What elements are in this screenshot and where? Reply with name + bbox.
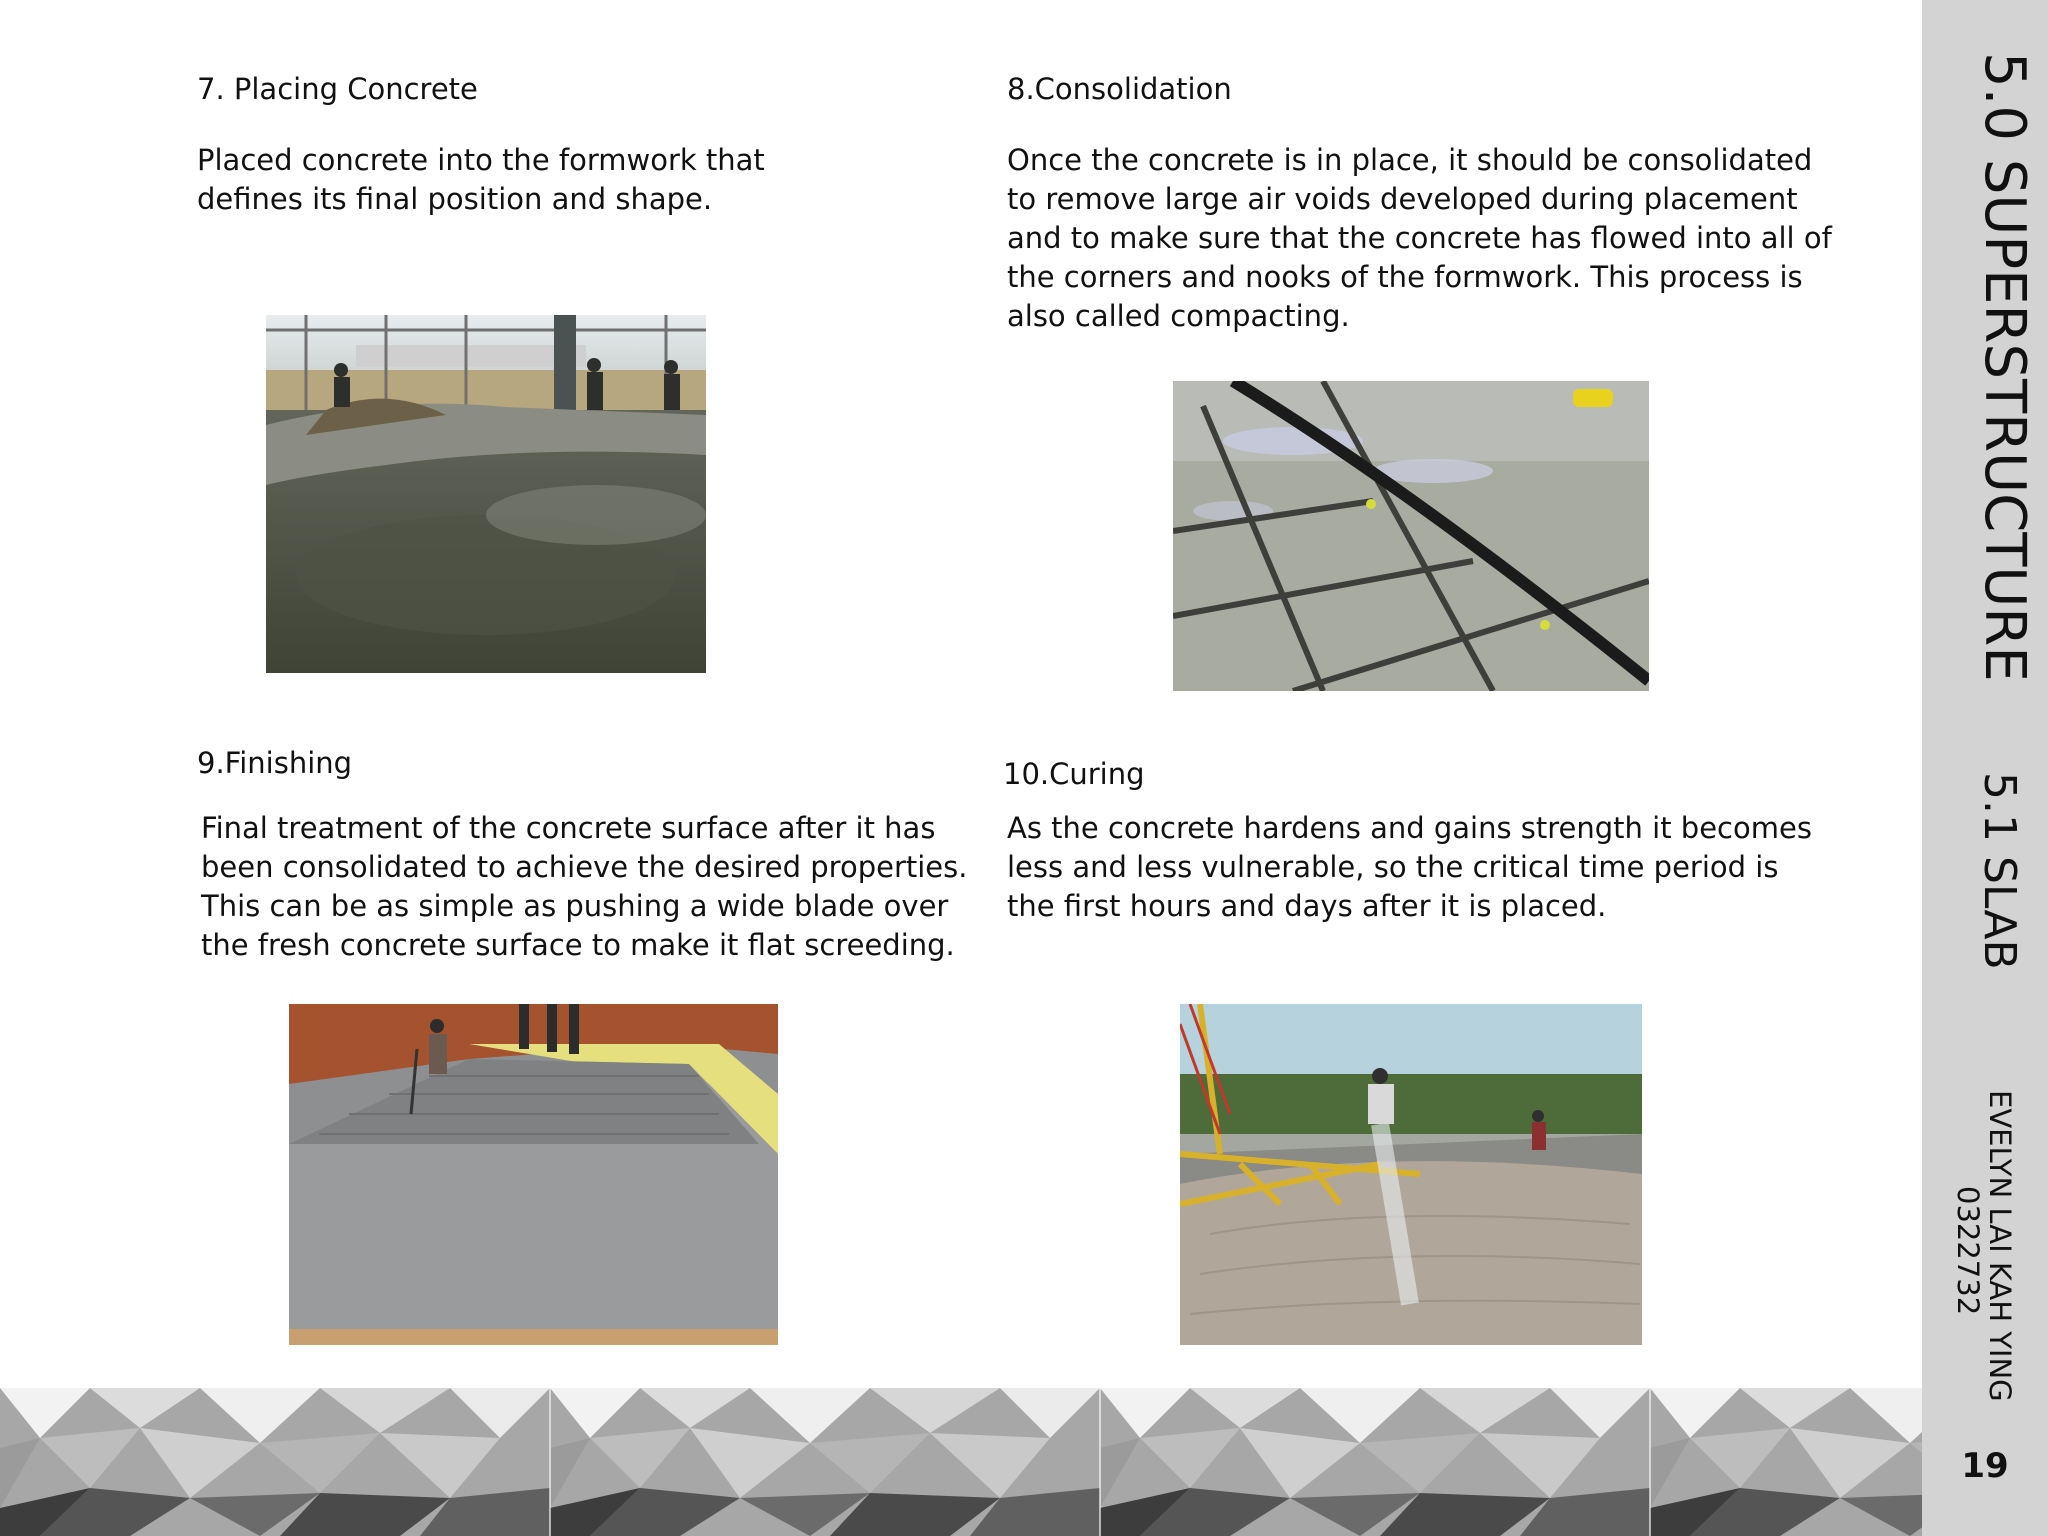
text-line: the first hours and days after it is placed. <box>1007 889 1607 923</box>
section-10-text <box>1007 809 1812 926</box>
text-line: As the concrete hardens and gains strength it becomes <box>1007 811 1812 845</box>
text-line: This can be as simple as pushing a wide blade over <box>201 889 949 923</box>
curing-spray-photo <box>1180 1004 1642 1345</box>
text-line: the corners and nooks of the formwork. This process is <box>1007 260 1803 294</box>
section-title: 5.1 SLAB <box>1974 772 2025 970</box>
section-10-heading: 10.Curing <box>1003 757 1145 791</box>
section-8-heading: 8.Consolidation <box>1007 72 1232 106</box>
text-line: and to make sure that the concrete has flowed into all of <box>1007 221 1832 255</box>
section-7-heading: 7. Placing Concrete <box>197 72 478 106</box>
chapter-sidebar <box>1922 0 2048 1536</box>
text-line: been consolidated to achieve the desired properties. <box>201 850 968 884</box>
section-8-text <box>1007 141 1832 336</box>
author-name: EVELYN LAI KAH YING <box>1983 1090 2017 1402</box>
student-id: 0322732 <box>1951 1186 1985 1316</box>
text-line: Placed concrete into the formwork that <box>197 143 765 177</box>
page-number: 19 <box>1961 1446 2009 1486</box>
text-line: defines its final position and shape. <box>197 182 713 216</box>
text-line: also called compacting. <box>1007 299 1350 333</box>
pouring-concrete-photo <box>266 315 706 673</box>
text-line: to remove large air voids developed during placement <box>1007 182 1798 216</box>
section-7-text <box>197 141 765 219</box>
chapter-title: 5.0 SUPERSTRUCTURE <box>1972 52 2037 682</box>
text-line: Once the concrete is in place, it should be consolidated <box>1007 143 1813 177</box>
text-line: the fresh concrete surface to make it flat screeding. <box>201 928 955 962</box>
section-9-heading: 9.Finishing <box>197 746 353 780</box>
text-line: Final treatment of the concrete surface after it has <box>201 811 936 845</box>
polygon-pattern-band <box>0 1388 1922 1536</box>
vibrator-hose-photo <box>1173 381 1649 691</box>
screeding-photo <box>289 1004 778 1345</box>
text-line: less and less vulnerable, so the critical time period is <box>1007 850 1779 884</box>
section-9-text <box>201 809 967 965</box>
